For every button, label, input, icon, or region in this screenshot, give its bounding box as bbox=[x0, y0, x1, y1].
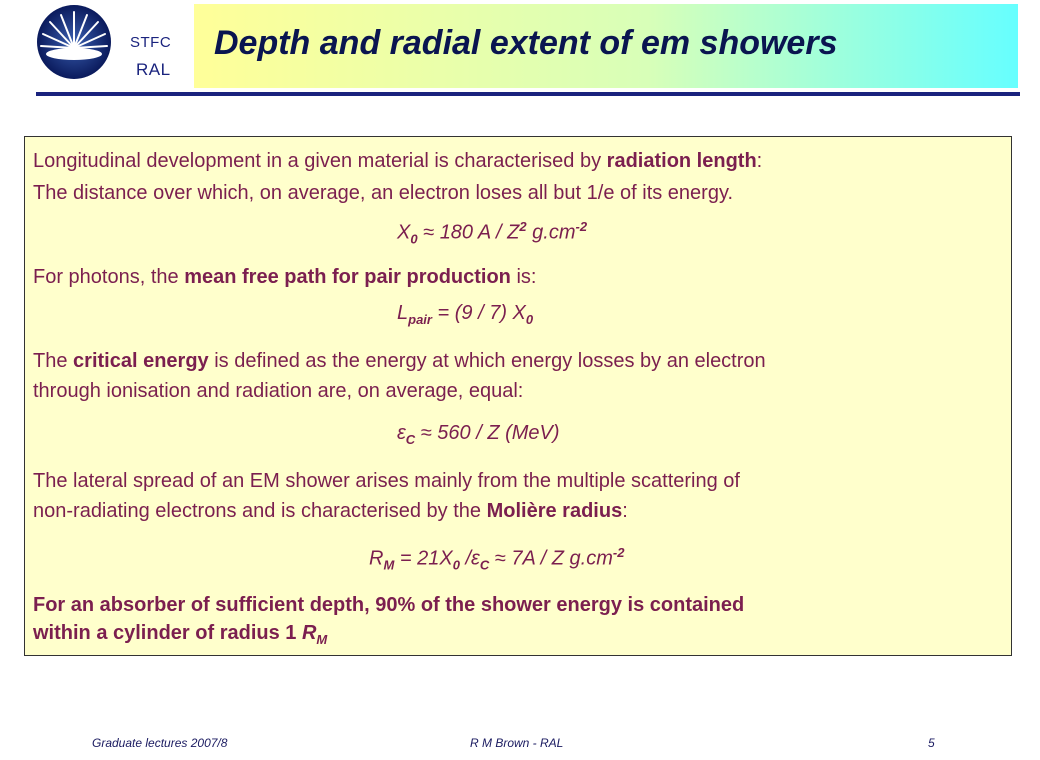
paragraph-lateral-spread-2: non-radiating electrons and is characterised by the Molière radius: bbox=[33, 500, 628, 522]
paragraph-radiation-length: Longitudinal development in a given material is characterised by radiation length: bbox=[33, 150, 763, 172]
content-box bbox=[24, 136, 1012, 656]
conclusion-line-1: For an absorber of sufficient depth, 90% of the shower energy is contained bbox=[33, 594, 745, 616]
title-banner bbox=[194, 4, 1018, 88]
paragraph-definition: The distance over which, on average, an electron loses all but 1/e of its energy. bbox=[33, 182, 734, 204]
logo-text-ral: RAL bbox=[136, 60, 171, 79]
paragraph-critical-energy-2: through ionisation and radiation are, on average, equal: bbox=[33, 380, 524, 402]
footer-page-number: 5 bbox=[928, 736, 935, 750]
equation-moliere-radius: $R_M = 21X_0$ $/\varepsilon_C \approx 7A / Z$ $g.cm^{-2}$ bbox=[369, 545, 625, 573]
footer-author: R M Brown - RAL bbox=[470, 736, 564, 750]
equation-x0: $X_0 \approx 180$ A / $Z^2$ $g.cm^{-2}$ bbox=[397, 219, 588, 247]
ral-logo bbox=[36, 4, 112, 80]
conclusion-line-2: within a cylinder of radius 1 $R_M$ bbox=[33, 622, 328, 647]
slide-title: Depth and radial extent of em showers bbox=[214, 24, 838, 62]
footer-course: Graduate lectures 2007/8 bbox=[92, 736, 228, 750]
header-divider bbox=[36, 92, 1020, 96]
logo-text-stfc: STFC bbox=[130, 34, 172, 51]
equation-lpair: $L_{pair} = (9 / 7)$ $X_0$ bbox=[397, 302, 534, 327]
equation-critical-energy: $\varepsilon_C \approx 560 / Z$ (MeV) bbox=[397, 422, 560, 447]
paragraph-lateral-spread-1: The lateral spread of an EM shower arises mainly from the multiple scattering of bbox=[33, 470, 740, 492]
paragraph-pair-production: For photons, the mean free path for pair production is: bbox=[33, 266, 537, 288]
paragraph-critical-energy-1: The critical energy is defined as the energy at which energy losses by an electron bbox=[33, 350, 766, 372]
